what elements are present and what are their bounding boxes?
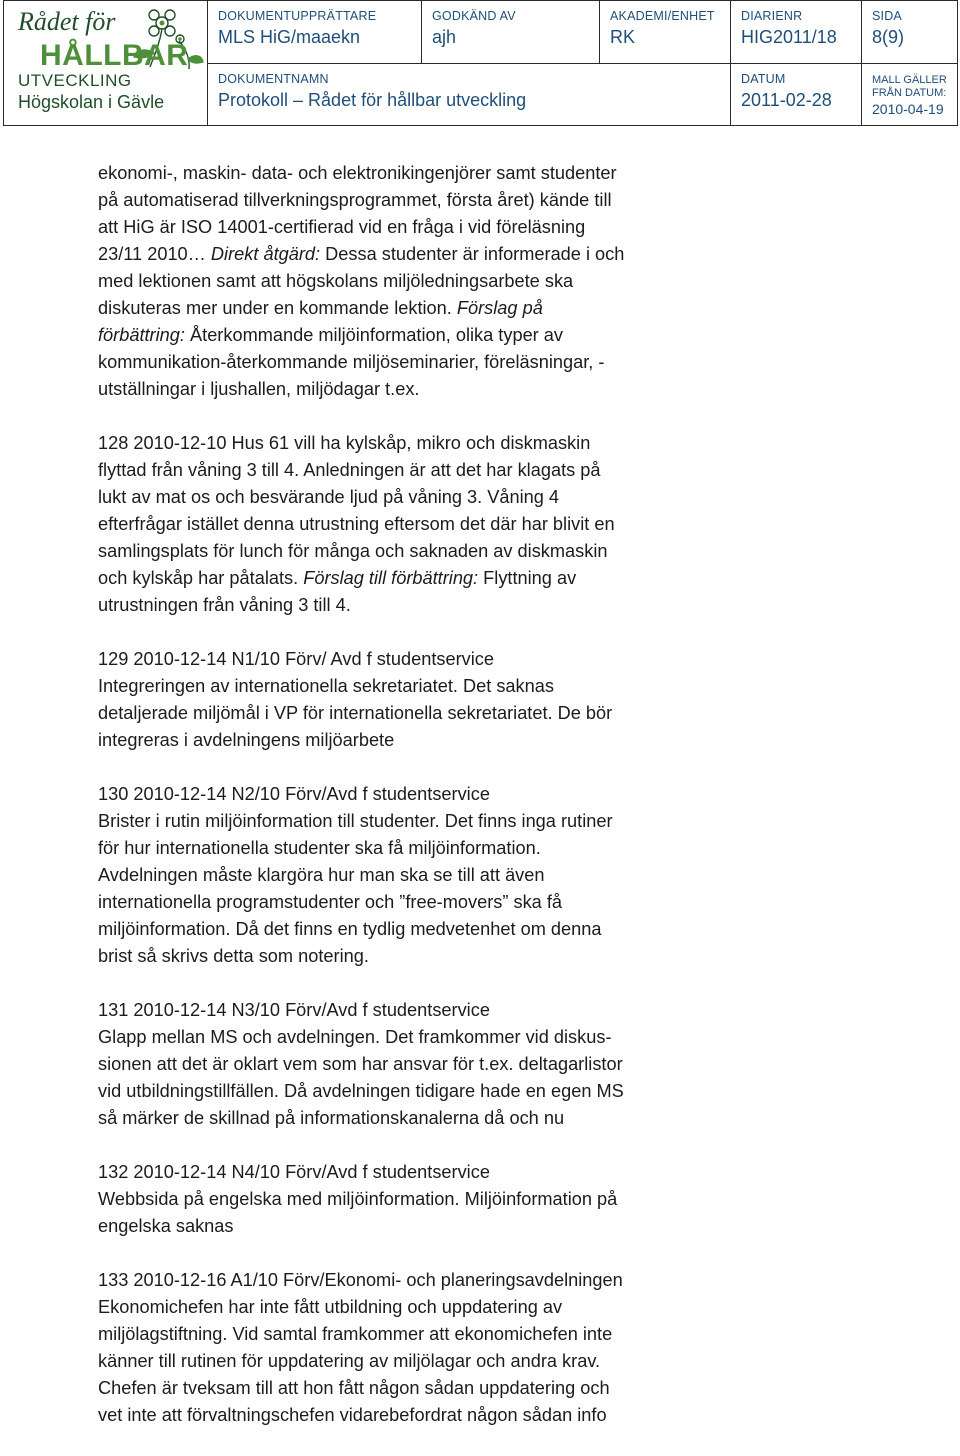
- datum-value: 2011-02-28: [741, 89, 832, 110]
- text-line: [98, 889, 718, 916]
- italic-text: Förslag på: [456, 298, 543, 318]
- text-segment: 23/11 2010…: [98, 244, 211, 264]
- cell-akademi: [600, 1, 731, 63]
- text-segment: miljölagstiftning. Vid samtal framkommer att ekonomichefen inte: [98, 1324, 613, 1344]
- document-body: [98, 160, 718, 1456]
- text-line: [98, 511, 718, 538]
- text-line: [98, 1402, 718, 1429]
- text-line: [98, 187, 718, 214]
- mall-label-2: FRÅN DATUM:: [872, 86, 947, 99]
- godkand-label: GODKÄND AV: [432, 9, 516, 23]
- italic-text: Förslag till förbättring:: [303, 568, 479, 588]
- logo-text-line1: Rådet för: [18, 7, 116, 36]
- dokumentnamn-value: Protokoll – Rådet för hållbar utveckling: [218, 89, 527, 110]
- text-segment: ekonomi-, maskin- data- och elektronikingenjörer samt studenter: [98, 163, 617, 183]
- text-segment: och kylskåp har påtalats.: [98, 568, 304, 588]
- text-segment: på automatiserad tillverkningsprogrammet, första året) kände till: [98, 190, 612, 210]
- text-line: [98, 727, 718, 754]
- text-line: [98, 1294, 718, 1321]
- text-segment: 128 2010-12-10 Hus 61 vill ha kylskåp, mikro och diskmaskin: [98, 433, 591, 453]
- text-segment: utrustningen från våning 3 till 4.: [98, 595, 351, 615]
- document-header: [3, 0, 958, 126]
- text-segment: för hur internationella studenter ska få miljöinformation.: [98, 838, 541, 858]
- text-segment: lukt av mat os och besvärande ljud på våning 3. Våning 4: [98, 487, 560, 507]
- text-line: [98, 835, 718, 862]
- text-line: [98, 673, 718, 700]
- text-line: [98, 538, 718, 565]
- text-segment: utställningar i ljushallen, miljödagar t.ex.: [98, 379, 420, 399]
- text-line: [98, 1267, 718, 1294]
- text-line: [98, 1105, 718, 1132]
- text-segment: 133 2010-12-16 A1/10 Förv/Ekonomi- och planeringsavdelningen: [98, 1270, 623, 1290]
- sida-label: SIDA: [872, 9, 902, 23]
- logo-text-line3: UTVECKLING: [18, 71, 132, 90]
- text-line: [98, 646, 718, 673]
- text-segment: kommunikation-återkommande miljöseminarier, föreläsningar, -: [98, 352, 605, 372]
- header-meta: [208, 1, 957, 125]
- text-line: [98, 916, 718, 943]
- paragraph: [98, 646, 718, 754]
- text-line: [98, 1024, 718, 1051]
- text-segment: Brister i rutin miljöinformation till studenter. Det finns inga rutiner: [98, 811, 613, 831]
- text-line: [98, 1375, 718, 1402]
- akademi-value: RK: [610, 27, 636, 47]
- text-segment: Glapp mellan MS och avdelningen. Det framkommer vid diskus-: [98, 1027, 612, 1047]
- cell-datum: [731, 64, 862, 126]
- mall-label-1: MALL GÄLLER: [872, 73, 947, 86]
- italic-text: Direkt åtgärd:: [210, 244, 321, 264]
- text-segment: diskuteras mer under en kommande lektion.: [98, 298, 457, 318]
- text-line: [98, 1159, 718, 1186]
- text-segment: så märker de skillnad på informationskanalerna då och nu: [98, 1108, 565, 1128]
- paragraph: [98, 781, 718, 970]
- text-line: [98, 268, 718, 295]
- text-segment: flyttad från våning 3 till 4. Anledningen är att det har klagats på: [98, 460, 601, 480]
- text-segment: känner till rutinen för uppdatering av miljölagar och andra krav.: [98, 1351, 601, 1371]
- italic-text: förbättring:: [98, 325, 185, 345]
- mall-value: 2010-04-19: [872, 100, 944, 117]
- text-segment: brist så skrivs detta som notering.: [98, 946, 369, 966]
- text-line: [98, 565, 718, 592]
- diarienr-label: DIARIENR: [741, 9, 803, 23]
- paragraph: [98, 430, 718, 619]
- text-segment: Dessa studenter är informerade i och: [320, 244, 625, 264]
- text-line: [98, 241, 718, 268]
- text-segment: med lektionen samt att högskolans miljöledningsarbete ska: [98, 271, 574, 291]
- text-segment: internationella programstudenter och ”free-movers” ska få: [98, 892, 562, 912]
- text-segment: Ekonomichefen har inte fått utbildning och uppdatering av: [98, 1297, 563, 1317]
- text-line: [98, 376, 718, 403]
- cell-mall: [862, 64, 957, 126]
- dokumentnamn-label: DOKUMENTNAMN: [218, 71, 329, 86]
- text-segment: Flyttning av: [478, 568, 577, 588]
- text-line: [98, 1078, 718, 1105]
- text-line: [98, 1321, 718, 1348]
- akademi-label: AKADEMI/ENHET: [610, 9, 715, 23]
- logo-text-line4: Högskolan i Gävle: [18, 92, 165, 112]
- text-line: [98, 430, 718, 457]
- cell-diarienr: [731, 1, 862, 63]
- text-segment: detaljerade miljömål i VP för internationella sekretariatet. De bör: [98, 703, 613, 723]
- text-segment: engelska saknas: [98, 1216, 234, 1236]
- text-line: [98, 322, 718, 349]
- text-segment: Chefen är tveksam till att hon fått någon sådan uppdatering och: [98, 1378, 610, 1398]
- text-segment: vet inte att förvaltningschefen vidarebefordrat någon sådan info: [98, 1405, 607, 1425]
- text-segment: att HiG är ISO 14001-certifierad vid en fråga i vid föreläsning: [98, 217, 586, 237]
- text-segment: Webbsida på engelska med miljöinformation. Miljöinformation på: [98, 1189, 618, 1209]
- header-row-top: [208, 1, 957, 64]
- logo-text-line2: HÅLLBAR: [40, 39, 189, 72]
- text-segment: 132 2010-12-14 N4/10 Förv/Avd f studentservice: [98, 1162, 490, 1182]
- cell-godkand: [422, 1, 600, 63]
- text-segment: 130 2010-12-14 N2/10 Förv/Avd f studentservice: [98, 784, 490, 804]
- text-line: [98, 349, 718, 376]
- text-segment: Integreringen av internationella sekretariatet. Det saknas: [98, 676, 554, 696]
- text-line: [98, 1051, 718, 1078]
- text-segment: miljöinformation. Då det finns en tydlig medvetenhet om denna: [98, 919, 602, 939]
- text-line: [98, 808, 718, 835]
- cell-upprattare: [208, 1, 422, 63]
- paragraph: [98, 1267, 718, 1429]
- text-line: [98, 862, 718, 889]
- sida-value: 8(9): [872, 27, 905, 47]
- text-segment: Återkommande miljöinformation, olika typer av: [184, 325, 564, 345]
- header-row-bottom: [208, 64, 957, 126]
- cell-dokumentnamn: [208, 64, 731, 126]
- text-line: [98, 295, 718, 322]
- text-line: [98, 484, 718, 511]
- text-segment: 129 2010-12-14 N1/10 Förv/ Avd f studentservice: [98, 649, 494, 669]
- text-line: [98, 943, 718, 970]
- text-line: [98, 592, 718, 619]
- paragraph: [98, 1159, 718, 1240]
- text-segment: efterfrågar istället denna utrustning eftersom det där har blivit en: [98, 514, 615, 534]
- upprattare-label: DOKUMENTUPPRÄTTARE: [218, 9, 377, 23]
- text-line: [98, 997, 718, 1024]
- text-segment: vid utbildningstillfällen. Då avdelningen tidigare hade en egen MS: [98, 1081, 624, 1101]
- cell-sida: [862, 1, 957, 63]
- paragraph: [98, 160, 718, 403]
- godkand-value: ajh: [432, 27, 457, 47]
- text-line: [98, 1348, 718, 1375]
- upprattare-value: MLS HiG/maaekn: [218, 27, 361, 47]
- diarienr-value: HIG2011/18: [741, 27, 837, 47]
- text-line: [98, 160, 718, 187]
- text-segment: 131 2010-12-14 N3/10 Förv/Avd f studentservice: [98, 1000, 490, 1020]
- text-line: [98, 1213, 718, 1240]
- text-line: [98, 1186, 718, 1213]
- text-line: [98, 214, 718, 241]
- text-line: [98, 781, 718, 808]
- datum-label: DATUM: [741, 71, 786, 86]
- text-segment: sionen att det är oklart vem som har ansvar för t.ex. deltagarlistor: [98, 1054, 623, 1074]
- logo: [4, 1, 208, 125]
- text-segment: samlingsplats för lunch för många och saknaden av diskmaskin: [98, 541, 608, 561]
- text-line: [98, 700, 718, 727]
- text-segment: Avdelningen måste klargöra hur man ska se till att även: [98, 865, 545, 885]
- text-segment: integreras i avdelningens miljöarbete: [98, 730, 395, 750]
- paragraph: [98, 997, 718, 1132]
- text-line: [98, 457, 718, 484]
